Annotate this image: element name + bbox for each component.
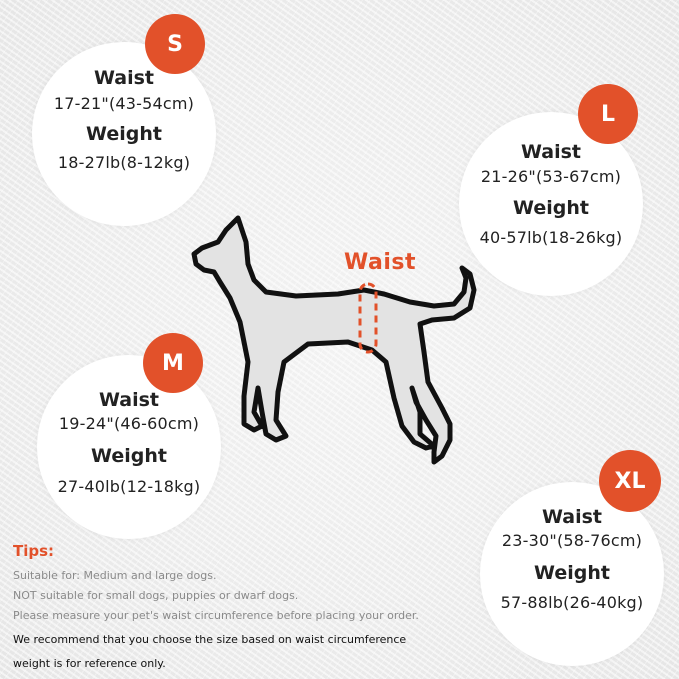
size-l-weight-value: 40-57lb(18-26kg) [479, 228, 623, 247]
size-s-weight-label: Weight [86, 123, 162, 145]
tip-line-measure: Please measure your pet's waist circumference before placing your order. [13, 609, 419, 622]
tip-line-not-suitable: NOT suitable for small dogs, puppies or dwarf dogs. [13, 589, 299, 602]
size-m-weight-value: 27-40lb(12-18kg) [57, 477, 201, 496]
size-xl-weight-label: Weight [534, 562, 610, 584]
size-s-badge: S [145, 14, 205, 74]
size-m-waist-label: Waist [98, 389, 159, 411]
tips-title: Tips: [13, 542, 55, 560]
size-l-waist-value: 21-26"(53-67cm) [480, 167, 622, 186]
size-s-waist-label: Waist [93, 67, 154, 89]
size-xl-waist-label: Waist [541, 506, 602, 528]
size-l-badge: L [578, 84, 638, 144]
size-s-weight-value: 18-27lb(8-12kg) [57, 153, 191, 172]
size-m-waist-value: 19-24"(46-60cm) [58, 414, 200, 433]
size-m-badge: M [143, 333, 203, 393]
dog-silhouette-icon [188, 212, 488, 472]
size-l-waist-label: Waist [520, 141, 581, 163]
dog-illustration [188, 212, 488, 476]
size-s-waist-value: 17-21"(43-54cm) [53, 94, 195, 113]
size-xl-weight-value: 57-88lb(26-40kg) [500, 593, 644, 612]
tip-line-suitable: Suitable for: Medium and large dogs. [13, 569, 217, 582]
dog-body-shape [194, 218, 474, 462]
size-m-weight-label: Weight [91, 445, 167, 467]
dog-waist-label: Waist [344, 250, 416, 275]
size-l-weight-label: Weight [513, 197, 589, 219]
size-xl-badge: XL [599, 450, 661, 512]
tip-line-reference: weight is for reference only. [13, 657, 166, 670]
tip-line-recommend: We recommend that you choose the size based on waist circumference [13, 633, 407, 646]
size-xl-waist-value: 23-30"(58-76cm) [501, 531, 643, 550]
